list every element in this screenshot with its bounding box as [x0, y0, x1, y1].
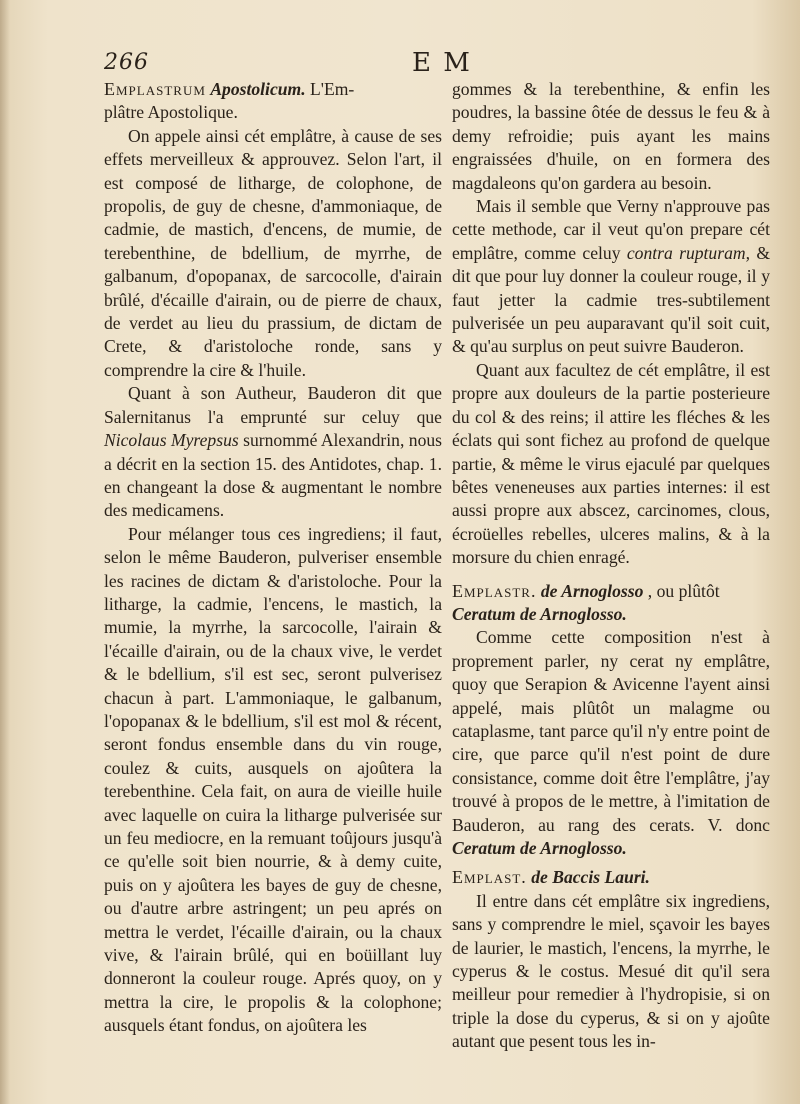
paragraph-text: Quant à son Autheur, Bauderon dit que Salernitanus l'a emprunté sur celuy que: [104, 383, 442, 427]
paragraph-text: surnommé Alexandrin, nous a décrit en la section 15. des Antidotes, chap. 1. en changeant la dose & augmentant le nombre des medicamens.: [104, 430, 443, 521]
entry-heading-label: Emplastrum: [104, 79, 206, 99]
entry-heading-arnoglosso: [452, 580, 770, 603]
paragraph-text: & dit que pour luy donner la couleur rouge, il y faut jetter la cadmie tres-subtilement pulverisée un peu auparavant qu'il soit cuit, & qu'au surplus on peut suivre Bauderon.: [452, 242, 771, 357]
entry-heading-apostolicum: [104, 78, 442, 101]
page-gutter-shadow: [0, 0, 10, 1104]
paragraph-text: Comme cette composition n'est à proprement parler, ny cerat ny emplâtre, quoy que Serapion & Avicenne l'ayent ainsi appelé, mais plûtôt un malagme ou cataplasme, tant parce qu'il n'y entre point de cire, que parce qu'il n'est point de dure consistance, comme doit être l'emplâtre, j'ay trouvé à propos de le mettre, à l'imitation de Bauderon, au rang des cerats. V. donc: [452, 627, 770, 835]
paragraph: On appele ainsi cét emplâtre, à cause de ses effets merveilleux & approuvez. Selon l'art, il est composé de litharge, de colophone, de propolis, de guy de chesne, d'ammoniaque, de cadmie, de mastich, d'encens, de mumie, de terebenthine, de bdellium, de myrrhe, de galbanum, d'opopanax, de sarcocolle, d'airain brûlé, d'écaille d'airain, ou de pierre de chaux, de verdet au lieu du prassium, de dictam de Crete, & d'aristoloche ronde, sans y comprendre la cire & l'huile.: [104, 125, 442, 380]
entry-heading-latin: Apostolicum.: [210, 79, 306, 99]
entry-subheading-latin: Ceratum de Arnoglosso.: [452, 603, 627, 624]
entry-heading-latin: de Arnoglosso: [540, 580, 644, 601]
right-column: [452, 78, 770, 1054]
entry-heading-latin: de Baccis Lauri.: [531, 867, 650, 888]
paragraph: [452, 195, 770, 359]
spacer: [452, 570, 770, 580]
cross-reference: Ceratum de Arnoglosso.: [452, 838, 627, 858]
entry-heading-baccis-lauri: [452, 866, 770, 889]
entry-heading-french: L'Em-: [310, 79, 355, 99]
author-name: Nicolaus Myrepsus: [104, 430, 239, 451]
entry-heading-french: , ou plûtôt: [647, 580, 720, 601]
paragraph: [452, 626, 770, 860]
latin-phrase: contra rupturam,: [626, 242, 750, 263]
left-column: [104, 78, 442, 1038]
paragraph-continued: gommes & la terebenthine, & enfin les poudres, la bassine ôtée de dessus le feu & à demy refroidie; puis ayant les mains engraissées d'huile, on en formera des magdaleons qu'on gardera au besoin.: [452, 79, 770, 193]
page-number: 266: [104, 50, 149, 75]
paragraph: Il entre dans cét emplâtre six ingrediens, sans y comprendre le miel, sçavoir les bayes de laurier, le mastich, l'encens, la myrrhe, le cyperus & le costus. Mesué dit qu'il sera meilleur pour remedier à l'hydropisie, si on triple la dose du cyperus, & si on y ajoûte autant que pesent tous les in-: [452, 890, 770, 1052]
running-head: [0, 40, 800, 80]
paragraph: Pour mélanger tous ces ingrediens; il faut, selon le même Bauderon, pulveriser ensemble les racines de dictam & d'aristoloche. Pour la litharge, la cadmie, l'encens, le mastich, la mumie, la myrrhe, la sarcocolle, l'airain & l'écaille d'airain, ou de la chaux vive, le verdet & le bdellium, s'il est sec, seront pulverisez chacun à part. L'ammoniaque, le galbanum, l'opopanax & le bdellium, s'il est mol & récent, seront fondus ensemble dans du vin rouge, coulez & cuits, ausquels on ajoûtera la terebenthine. Cela fait, on aura de vieille huile avec laquelle on cuira la litharge pulverisée sur un feu mediocre, en la remuant toûjours jusqu'à ce qu'elle soit bien nourrie, & à demy cuite, puis on y ajoûtera les bayes de guy de chesne, ou d'autre arbre astringent; un peu aprés on mettra le verdet, l'écaille d'airain, ou la chaux vive, & l'airain brûlé, qui en boüillant luy donneront la couleur rouge. Aprés quoy, on y mettra la cire, le propolis & la colophone; ausquels étant fondus, on ajoûtera les: [104, 523, 442, 1036]
entry-subheading: plâtre Apostolique.: [104, 102, 238, 123]
paragraph-text: Mais il semble que Verny n'approuve pas cette methode, car il veut qu'on prepare cét emplâtre, comme celuy: [452, 196, 770, 263]
running-title: E M: [412, 48, 472, 78]
paragraph: [104, 382, 442, 522]
paragraph: Quant aux facultez de cét emplâtre, il est propre aux douleurs de la partie posterieure du col & des reins; il attire les fléches & les éclats qui sont fichez au profond de quelque partie, & même le virus ejaculé par quelques bêtes veneneuses aux parties internes: il est aussi propre aux abscez, carcinomes, clous, écroüelles rebelles, ulceres malins, & à la morsure du chien enragé.: [452, 359, 770, 568]
entry-heading-label: Emplastr.: [452, 580, 537, 601]
entry-heading-label: Emplast.: [452, 867, 527, 888]
entry-subheading: [452, 603, 770, 626]
